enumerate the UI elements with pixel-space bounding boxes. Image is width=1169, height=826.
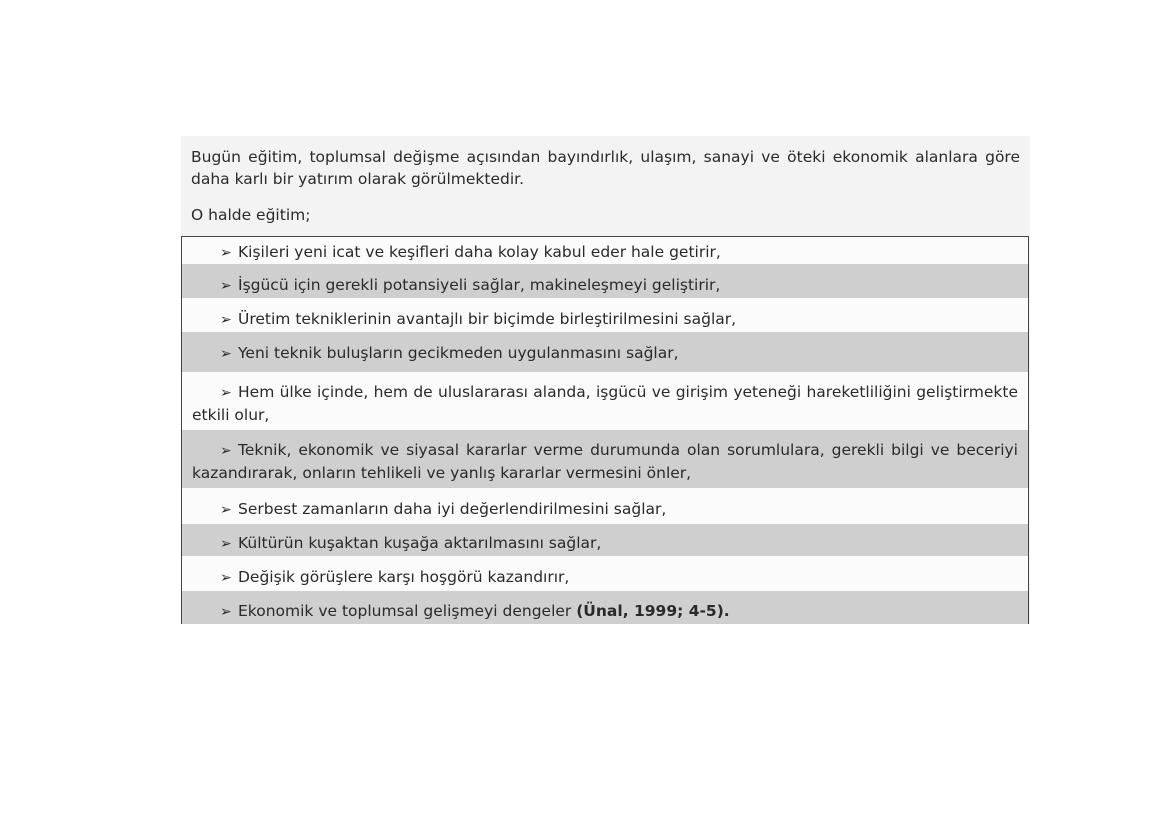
list-item-text: İşgücü için gerekli potansiyeli sağlar, makineleşmeyi geliştirir, bbox=[238, 276, 721, 294]
intro-paragraph: Bugün eğitim, toplumsal değişme açısından bayındırlık, ulaşım, sanayi ve öteki ekonomik alanlara göre daha karlı bir yatırım olarak görülmektedir. bbox=[191, 148, 1020, 188]
arrow-bullet-icon: ➢ bbox=[220, 346, 232, 362]
arrow-bullet-icon: ➢ bbox=[220, 278, 232, 294]
list-item bbox=[182, 524, 1028, 556]
list-item-text: Üretim tekniklerinin avantajlı bir biçimde birleştirilmesini sağlar, bbox=[238, 310, 737, 328]
arrow-bullet-icon: ➢ bbox=[220, 502, 232, 518]
arrow-bullet-icon: ➢ bbox=[220, 443, 232, 459]
list-item bbox=[182, 372, 1028, 430]
lead-sentence: O halde eğitim; bbox=[191, 206, 311, 224]
list-item-text: Değişik görüşlere karşı hoşgörü kazandırır, bbox=[238, 568, 570, 586]
list-item bbox=[182, 488, 1028, 524]
list-item-text: Yeni teknik buluşların gecikmeden uygulanmasını sağlar, bbox=[238, 344, 679, 362]
scanned-document bbox=[181, 136, 1030, 624]
list-item bbox=[182, 264, 1028, 298]
list-item bbox=[182, 298, 1028, 332]
arrow-bullet-icon: ➢ bbox=[220, 385, 232, 401]
list-item bbox=[182, 556, 1028, 591]
list-item-text: Kültürün kuşaktan kuşağa aktarılmasını sağlar, bbox=[238, 534, 602, 552]
list-item bbox=[182, 237, 1028, 264]
arrow-bullet-icon: ➢ bbox=[220, 570, 232, 586]
arrow-bullet-icon: ➢ bbox=[220, 536, 232, 552]
list-item bbox=[182, 591, 1028, 624]
citation: (Ünal, 1999; 4-5). bbox=[576, 602, 730, 620]
bullet-list-box bbox=[181, 236, 1029, 624]
list-item-text: Hem ülke içinde, hem de uluslararası alanda, işgücü ve girişim yeteneği hareketliliğini geliştirmekte etkili olur, bbox=[192, 383, 1018, 424]
list-item-text: Teknik, ekonomik ve siyasal kararlar verme durumunda olan sorumlulara, gerekli bilgi ve beceriyi kazandırarak, onların tehlikeli ve yanlış kararlar vermesini önler, bbox=[192, 441, 1018, 482]
list-item bbox=[182, 332, 1028, 372]
arrow-bullet-icon: ➢ bbox=[220, 312, 232, 328]
arrow-bullet-icon: ➢ bbox=[220, 245, 232, 261]
arrow-bullet-icon: ➢ bbox=[220, 604, 232, 620]
list-item-text: Kişileri yeni icat ve keşifleri daha kolay kabul eder hale getirir, bbox=[238, 243, 721, 261]
list-item-text: Serbest zamanların daha iyi değerlendirilmesini sağlar, bbox=[238, 500, 667, 518]
list-item bbox=[182, 430, 1028, 488]
list-item-text: Ekonomik ve toplumsal gelişmeyi dengeler bbox=[238, 602, 572, 620]
